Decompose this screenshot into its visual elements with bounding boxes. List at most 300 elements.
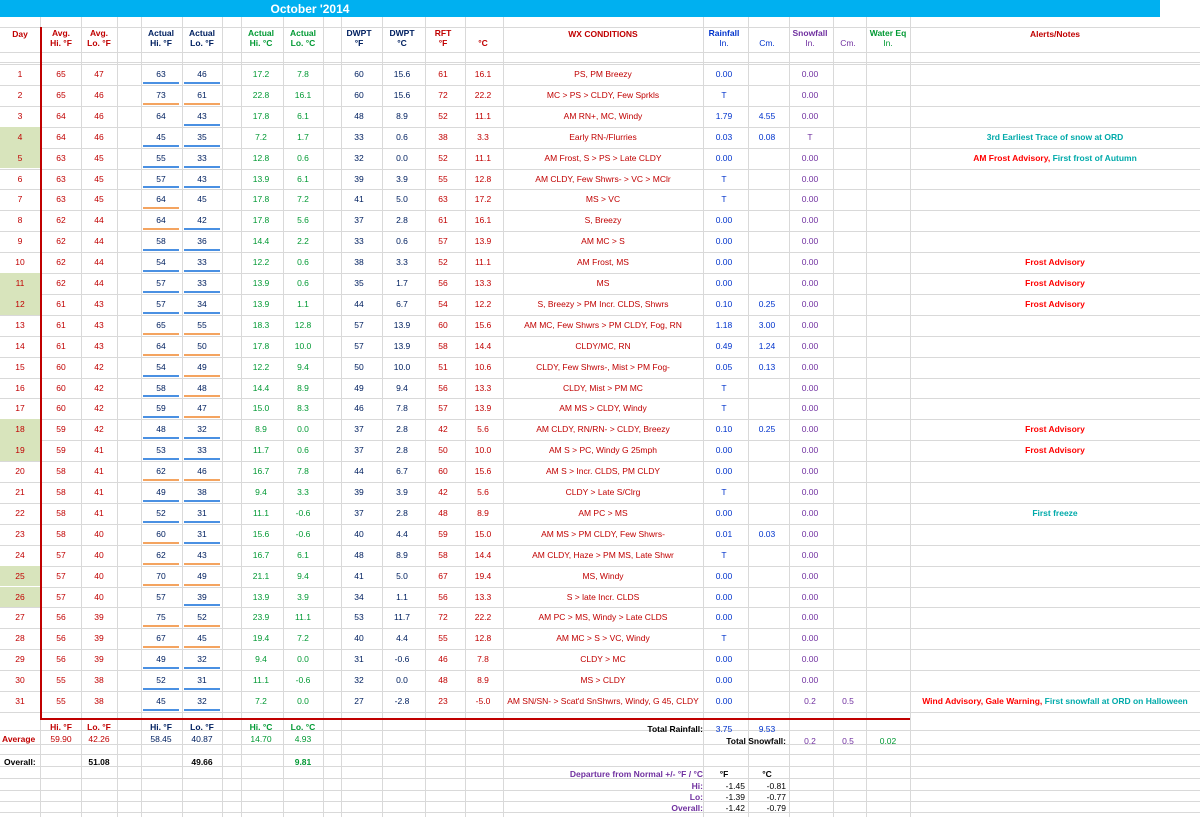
cell-hi: 45 <box>156 696 166 706</box>
cell-day: 8 <box>17 215 23 226</box>
cell-day: 3 <box>17 110 23 121</box>
header-actual-lo-l1: Actual <box>189 28 215 38</box>
cell-rf-f: 63 <box>438 194 448 205</box>
header-wx-label: WX CONDITIONS <box>568 29 638 39</box>
cell-dp-f: 53 <box>354 612 364 623</box>
cell-snow-cm: 0.5 <box>842 696 854 706</box>
below-normal-underline <box>184 270 220 272</box>
cell-hi: 73 <box>156 89 166 100</box>
footer-overall-act: 49.66 <box>191 757 213 767</box>
cell-wx: S, Breezy <box>584 215 622 226</box>
header-avg-lo-l2: Lo. °F <box>87 38 111 48</box>
cell-day: 14 <box>15 340 25 351</box>
below-normal-underline <box>143 291 179 293</box>
cell-snow: 0.00 <box>801 89 819 100</box>
below-normal-underline <box>184 228 220 230</box>
cell-weq <box>866 545 910 566</box>
cell-weq <box>866 106 910 127</box>
grid-hline <box>0 62 1200 63</box>
cell-rf-f: 56 <box>438 278 448 288</box>
cell-rain: 0.00 <box>715 69 733 79</box>
cell-wx: MS <box>596 278 610 288</box>
cell-lo: 61 <box>197 89 207 100</box>
cell-avg-lo: 41 <box>94 507 104 518</box>
cell-rf-f: 48 <box>438 675 448 686</box>
cell-lo: 43 <box>197 110 207 121</box>
cell-weq <box>866 210 910 231</box>
footer-average-label: Average <box>2 734 36 744</box>
cell-lo-c: 7.2 <box>297 194 309 205</box>
header-rft-f-l1: RFT <box>434 28 452 38</box>
footer-act-lo: 40.87 <box>191 734 213 744</box>
cell-avg-lo: 43 <box>94 298 104 309</box>
cell-avg-lo: 44 <box>94 278 104 288</box>
cell-hi: 53 <box>156 445 166 456</box>
below-normal-underline <box>184 186 220 188</box>
cell-hi: 45 <box>156 131 166 142</box>
cell-avg-lo: 39 <box>94 654 104 665</box>
cell-rain-cm <box>748 482 786 503</box>
cell-day: 10 <box>15 257 25 268</box>
cell-lo: 43 <box>197 549 207 560</box>
cell-dp-c: 10.0 <box>393 361 411 372</box>
cell-rf-c: 22.2 <box>474 612 492 623</box>
cell-hi: 57 <box>156 173 166 184</box>
header-actual-lo-l2: Lo. °F <box>190 38 214 48</box>
cell-rf-c: 12.8 <box>474 633 492 644</box>
departure-lo-f: -1.39 <box>725 792 745 802</box>
header-rainfall <box>703 28 745 52</box>
cell-dp-f: 39 <box>354 487 364 497</box>
departure-hi-c: -0.81 <box>766 781 786 791</box>
departure-overall-label: Overall: <box>671 803 703 813</box>
above-normal-underline <box>184 479 220 481</box>
cell-avg-hi: 62 <box>56 257 66 268</box>
cell-day: 17 <box>15 403 25 414</box>
cell-snow-cm <box>833 670 863 691</box>
cell-weq <box>866 670 910 691</box>
cell-weq <box>866 252 910 273</box>
cell-snow-cm <box>833 545 863 566</box>
cell-weq <box>866 461 910 482</box>
cell-dp-f: 50 <box>354 361 364 372</box>
cell-dp-c: 6.7 <box>396 298 408 309</box>
cell-rf-f: 50 <box>438 445 448 456</box>
cell-hi: 52 <box>156 507 166 518</box>
cell-snow-cm <box>833 524 863 545</box>
cell-dp-f: 37 <box>354 215 364 226</box>
cell-snow: 0.00 <box>801 340 819 351</box>
below-normal-underline <box>143 521 179 523</box>
cell-rain-cm: 3.00 <box>758 319 776 330</box>
sheet-title: October '2014 <box>270 2 350 16</box>
cell-rain: 0.10 <box>715 424 733 435</box>
cell-weq <box>866 398 910 419</box>
cell-rain: 0.00 <box>715 278 733 288</box>
grid-hline <box>0 712 1200 713</box>
cell-lo: 31 <box>197 507 207 518</box>
cell-lo-c: 0.6 <box>297 278 309 288</box>
cell-rain-cm <box>748 607 786 628</box>
cell-snow: 0.00 <box>801 675 819 686</box>
cell-rain-cm <box>748 545 786 566</box>
cell-dp-f: 32 <box>354 152 364 163</box>
alert-note <box>910 273 1200 294</box>
cell-avg-hi: 59 <box>56 445 66 456</box>
cell-day: 9 <box>17 236 23 247</box>
cell-rain-cm <box>748 440 786 461</box>
cell-rain: T <box>721 633 727 644</box>
cell-wx: CLDY/MC, RN <box>575 340 631 351</box>
header-rft-c <box>465 28 501 52</box>
cell-snow: 0.00 <box>801 278 819 288</box>
cell-wx: Early RN-/Flurries <box>569 131 637 142</box>
header-water-eq-l1: Water Eq <box>869 28 907 38</box>
footer-act-hi-header: Hi. °F <box>150 722 172 732</box>
cell-avg-hi: 61 <box>56 319 66 330</box>
cell-avg-hi: 65 <box>56 89 66 100</box>
cell-rf-f: 54 <box>438 298 448 309</box>
cell-avg-lo: 42 <box>94 403 104 414</box>
cell-avg-hi: 57 <box>56 570 66 581</box>
cell-rf-c: 15.0 <box>474 528 492 539</box>
cell-avg-lo: 45 <box>94 194 104 205</box>
below-normal-underline <box>143 312 179 314</box>
cell-snow-cm <box>833 85 863 106</box>
cell-avg-hi: 58 <box>56 507 66 518</box>
cell-weq <box>866 357 910 378</box>
cell-weq <box>866 524 910 545</box>
cell-snow-cm <box>833 649 863 670</box>
cell-dp-c: 1.1 <box>396 591 408 602</box>
cell-lo: 38 <box>197 487 207 497</box>
header-actual-hi-c <box>241 28 281 52</box>
cell-snow: 0.00 <box>801 152 819 163</box>
cell-dp-f: 31 <box>354 654 364 665</box>
cell-day: 23 <box>15 528 25 539</box>
cell-dp-c: 11.7 <box>394 612 410 623</box>
total-rainfall-label: Total Rainfall: <box>647 724 703 734</box>
cell-rain-cm <box>748 273 786 294</box>
cell-snow-cm <box>833 398 863 419</box>
alert-note-segment: Frost Advisory <box>1025 278 1085 288</box>
departure-label: Departure from Normal +/- °F / °C <box>569 769 703 779</box>
cell-avg-hi: 59 <box>56 424 66 435</box>
alert-note-segment: Wind Advisory, Gale Warning, <box>922 696 1043 706</box>
cell-snow-cm <box>833 503 863 524</box>
cell-lo: 33 <box>197 445 207 456</box>
header-actual-hi-l1: Actual <box>148 28 174 38</box>
cell-day: 5 <box>17 152 23 163</box>
header-actual-hi-c-l2: Hi. °C <box>249 38 273 48</box>
cell-lo: 31 <box>197 528 207 539</box>
cell-hi-c: 14.4 <box>252 236 270 247</box>
cell-avg-lo: 42 <box>94 424 104 435</box>
alert-note-segment: Frost Advisory <box>1025 424 1085 435</box>
cell-hi-c: 11.1 <box>253 507 269 518</box>
cell-rf-c: 16.1 <box>474 215 492 226</box>
cell-weq <box>866 294 910 315</box>
header-actual-hi <box>141 28 181 52</box>
cell-dp-c: 3.9 <box>396 487 408 497</box>
cell-hi: 59 <box>156 403 166 414</box>
cell-lo: 32 <box>197 696 207 706</box>
cell-lo-c: 1.1 <box>297 298 309 309</box>
cell-dp-f: 37 <box>354 507 364 518</box>
cell-weq <box>866 148 910 169</box>
header-rainfall-cm-l1 <box>748 28 786 38</box>
cell-lo: 46 <box>197 466 207 477</box>
total-rainfall-in: 3.75 <box>715 724 733 734</box>
cell-day: 4 <box>17 131 23 142</box>
cell-dp-f: 32 <box>354 675 364 686</box>
cell-snow-cm <box>833 378 863 399</box>
cell-lo-c: -0.6 <box>295 507 311 518</box>
cell-hi: 55 <box>156 152 166 163</box>
header-dwpt-c-l1: DWPT <box>389 28 415 38</box>
cell-wx: PS, PM Breezy <box>574 69 632 79</box>
cell-avg-lo: 41 <box>94 445 104 456</box>
cell-avg-hi: 58 <box>56 466 66 477</box>
cell-rain-cm <box>748 398 786 419</box>
cell-wx: CLDY, Mist > PM MC <box>563 382 643 393</box>
above-normal-underline <box>143 228 179 230</box>
above-normal-underline <box>184 563 220 565</box>
cell-rain-cm: 0.25 <box>758 424 776 435</box>
footer-avg-hi-header: Hi. °F <box>50 722 72 732</box>
cell-dp-f: 27 <box>354 696 364 706</box>
cell-snow-cm <box>833 273 863 294</box>
cell-rain: T <box>721 194 727 205</box>
cell-rf-c: 3.3 <box>477 131 489 142</box>
cell-hi: 57 <box>156 278 166 288</box>
cell-wx: S, Breezy > PM Incr. CLDS, Shwrs <box>537 298 669 309</box>
cell-hi-c: 14.4 <box>252 382 270 393</box>
cell-avg-hi: 63 <box>56 173 66 184</box>
cell-dp-f: 41 <box>354 570 364 581</box>
cell-dp-c: 15.6 <box>393 89 411 100</box>
cell-rf-c: 11.1 <box>475 257 491 268</box>
header-dwpt-f-l1: DWPT <box>346 28 372 38</box>
cell-snow: 0.00 <box>801 445 819 456</box>
cell-snow-cm <box>833 607 863 628</box>
cell-dp-c: 4.4 <box>396 633 408 644</box>
cell-dp-c: -0.6 <box>394 654 410 665</box>
cell-weq <box>866 440 910 461</box>
cell-lo-c: 0.0 <box>297 424 309 435</box>
cell-lo: 36 <box>197 236 207 247</box>
grid-hline <box>0 52 1200 53</box>
header-rft-c-l2: °C <box>478 38 488 48</box>
cell-rf-f: 38 <box>438 131 448 142</box>
alert-note-segment: , <box>1047 152 1053 163</box>
cell-snow-cm <box>833 461 863 482</box>
cell-rain-cm <box>748 169 786 190</box>
cell-snow: 0.00 <box>801 424 819 435</box>
cell-snow-cm <box>833 210 863 231</box>
cell-avg-lo: 43 <box>94 319 104 330</box>
cell-lo-c: -0.6 <box>295 675 311 686</box>
cell-lo: 50 <box>197 340 207 351</box>
header-wx-conditions <box>503 28 703 52</box>
cell-rf-c: 12.2 <box>474 298 492 309</box>
grid-hline <box>0 766 1200 767</box>
cell-dp-f: 57 <box>354 340 364 351</box>
alert-note <box>910 440 1200 461</box>
header-rainfall-l1: Rainfall <box>708 28 740 38</box>
footer-c-lo: 4.93 <box>294 734 312 744</box>
cell-hi: 62 <box>156 466 166 477</box>
cell-rain-cm <box>748 587 786 608</box>
above-normal-underline <box>143 103 179 105</box>
cell-avg-hi: 56 <box>56 654 66 665</box>
header-rainfall-cm-l2: Cm. <box>759 38 775 48</box>
below-normal-underline <box>184 688 220 690</box>
above-normal-underline <box>184 416 220 418</box>
footer-avg-lo: 42.26 <box>88 734 110 744</box>
grid-vline <box>117 17 118 817</box>
cell-snow-cm <box>833 336 863 357</box>
cell-lo-c: 0.0 <box>297 654 309 665</box>
cell-lo-c: 12.8 <box>294 319 312 330</box>
departure-hi-label: Hi: <box>691 781 703 791</box>
cell-dp-c: 8.9 <box>396 549 408 560</box>
below-normal-underline <box>184 458 220 460</box>
cell-hi: 49 <box>156 487 166 497</box>
header-actual-hi-c-l1: Actual <box>248 28 274 38</box>
cell-avg-lo: 39 <box>94 633 104 644</box>
cell-rain: 0.00 <box>715 675 733 686</box>
cell-wx: AM CLDY, Few Shwrs- > VC > MClr <box>535 173 671 184</box>
cell-day: 13 <box>15 319 25 330</box>
cell-wx: AM PC > MS <box>578 507 628 518</box>
cell-avg-hi: 56 <box>56 633 66 644</box>
below-normal-underline <box>143 667 179 669</box>
cell-rain-cm: 0.25 <box>758 298 776 309</box>
total-snowfall-cm: 0.5 <box>842 736 854 746</box>
cell-day: 1 <box>17 69 23 79</box>
cell-day: 15 <box>15 361 25 372</box>
above-normal-underline <box>184 646 220 648</box>
cell-lo-c: 7.8 <box>297 466 309 477</box>
cell-rain-cm <box>748 503 786 524</box>
cell-dp-f: 41 <box>354 194 364 205</box>
cell-snow: 0.00 <box>801 319 819 330</box>
grid-vline <box>222 17 223 817</box>
cell-wx: CLDY, Few Shwrs-, Mist > PM Fog- <box>536 361 670 372</box>
cell-hi-c: 13.9 <box>252 298 270 309</box>
cell-rain: 1.79 <box>715 110 733 121</box>
departure-f-header: °F <box>719 769 729 779</box>
cell-lo-c: 5.6 <box>297 215 309 226</box>
footer-avg-hi: 59.90 <box>50 734 72 744</box>
cell-rain: 0.00 <box>715 466 733 477</box>
cell-snow: 0.00 <box>801 591 819 602</box>
cell-avg-lo: 44 <box>94 215 104 226</box>
cell-hi: 48 <box>156 424 166 435</box>
cell-hi-c: 21.1 <box>252 570 270 581</box>
cell-lo: 33 <box>197 152 207 163</box>
cell-rf-f: 60 <box>438 466 448 477</box>
cell-hi-c: 16.7 <box>252 466 270 477</box>
cell-dp-c: 8.9 <box>396 110 408 121</box>
alert-note-segment: 3rd Earliest Trace of snow at ORD <box>986 131 1124 142</box>
cell-rf-f: 58 <box>438 340 448 351</box>
above-normal-underline <box>184 103 220 105</box>
cell-rf-c: 13.9 <box>474 236 492 247</box>
cell-lo: 45 <box>197 194 207 205</box>
cell-dp-c: 2.8 <box>396 215 408 226</box>
cell-rf-c: 13.3 <box>474 278 492 288</box>
cell-rf-f: 57 <box>438 403 448 414</box>
cell-wx: AM S > PC, Windy G 25mph <box>549 445 657 456</box>
header-rft-f <box>425 28 461 52</box>
cell-snow: 0.00 <box>801 110 819 121</box>
cell-hi: 65 <box>156 319 166 330</box>
cell-snow: 0.2 <box>804 696 816 706</box>
cell-rf-c: 22.2 <box>474 89 492 100</box>
footer-overall-avg: 51.08 <box>88 757 110 767</box>
cell-avg-lo: 46 <box>94 131 104 142</box>
cell-hi: 64 <box>156 340 166 351</box>
cell-lo: 43 <box>197 173 207 184</box>
cell-weq <box>866 628 910 649</box>
cell-snow: 0.00 <box>801 298 819 309</box>
cell-hi-c: 9.4 <box>255 487 267 497</box>
cell-weq <box>866 85 910 106</box>
cell-avg-lo: 40 <box>94 570 104 581</box>
cell-day: 19 <box>15 445 25 456</box>
cell-lo-c: 9.4 <box>297 570 309 581</box>
cell-rain: 0.00 <box>715 445 733 456</box>
cell-day: 18 <box>15 424 25 435</box>
header-water-eq-l2: In. <box>883 38 893 48</box>
below-normal-underline <box>184 500 220 502</box>
cell-hi-c: 17.8 <box>252 110 270 121</box>
cell-snow: 0.00 <box>801 570 819 581</box>
cell-avg-hi: 63 <box>56 194 66 205</box>
header-avg-hi-l2: Hi. °F <box>50 38 72 48</box>
above-normal-underline <box>184 375 220 377</box>
alert-note-segment: AM Frost Advisory <box>973 152 1048 163</box>
cell-wx: S > late Incr. CLDS <box>566 591 640 602</box>
cell-lo: 32 <box>197 654 207 665</box>
cell-lo: 48 <box>197 382 207 393</box>
header-day <box>0 28 40 52</box>
below-normal-underline <box>184 145 220 147</box>
cell-hi: 60 <box>156 528 166 539</box>
cell-snow: 0.00 <box>801 612 819 623</box>
below-normal-underline <box>143 186 179 188</box>
cell-lo: 52 <box>197 612 207 623</box>
alert-note-segment: Frost Advisory <box>1025 445 1085 456</box>
cell-day: 16 <box>15 382 25 393</box>
above-normal-underline <box>184 354 220 356</box>
header-alerts-notes <box>910 28 1200 52</box>
cell-wx: AM S > Incr. CLDS, PM CLDY <box>545 466 661 477</box>
cell-rain: T <box>721 403 727 414</box>
alert-note <box>910 419 1200 440</box>
cell-avg-lo: 46 <box>94 89 104 100</box>
cell-hi: 57 <box>156 591 166 602</box>
cell-lo-c: 8.3 <box>297 403 309 414</box>
cell-dp-c: 13.9 <box>393 340 411 351</box>
cell-avg-hi: 63 <box>56 152 66 163</box>
cell-day: 12 <box>15 298 25 309</box>
cell-avg-lo: 44 <box>94 257 104 268</box>
cell-rf-c: 10.6 <box>474 361 492 372</box>
cell-rain-cm <box>748 231 786 252</box>
